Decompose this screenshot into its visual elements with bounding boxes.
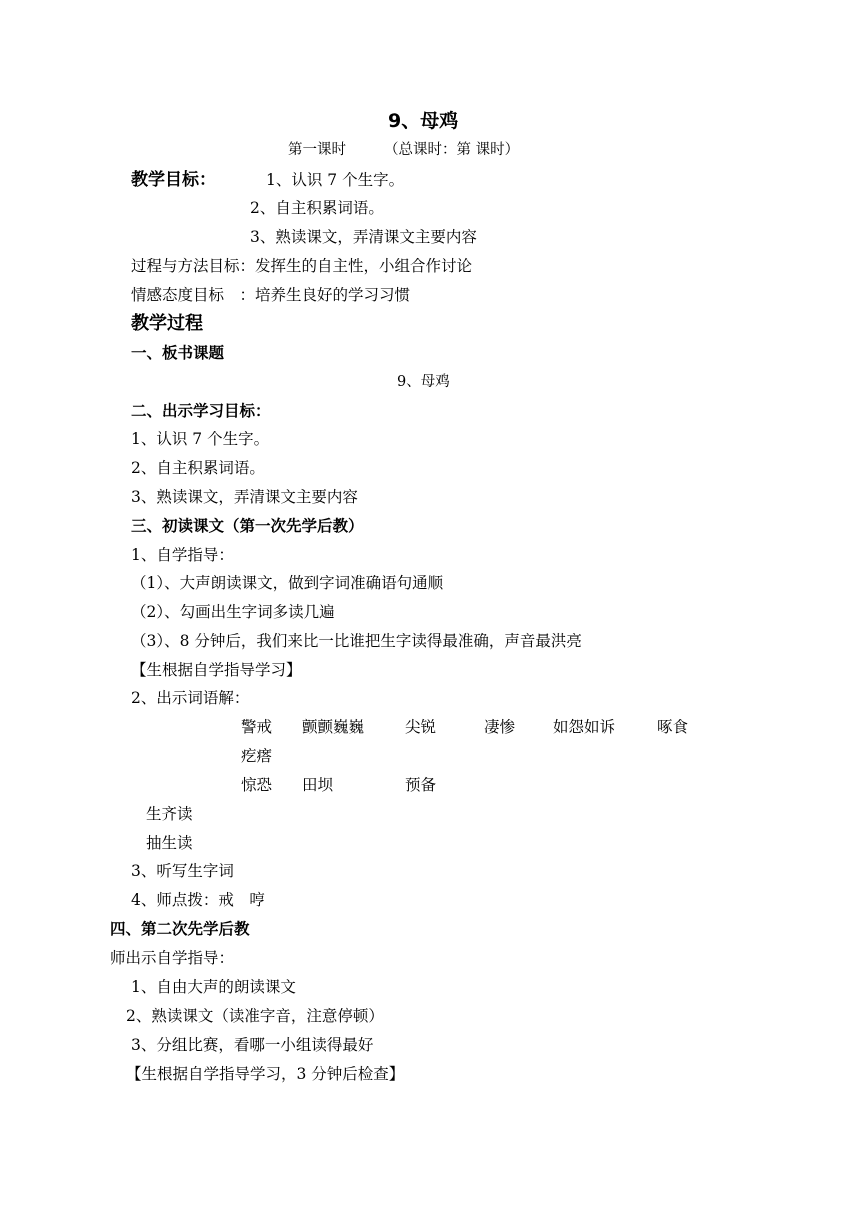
vocab-word: 田坝 (302, 776, 334, 794)
vocab-word: 颤颤巍巍 (302, 718, 365, 736)
vocab-word: 预备 (405, 776, 437, 794)
vocab-word: 惊恐 (241, 776, 273, 794)
vocab-word: 尖锐 (405, 718, 437, 736)
vocab-word: 凄惨 (484, 718, 516, 736)
guide-item-1: （1）、大声朗读课文，做到字词准确语句通顺 (131, 574, 444, 592)
section2-item-2: 2、自主积累词语。 (131, 459, 265, 477)
dictation: 3、听写生字词 (131, 862, 234, 880)
section2-item-1: 1、认识 7 个生字。 (131, 430, 270, 448)
objective-item-3: 3、熟读课文，弄清课文主要内容 (250, 228, 477, 246)
section3-heading: 三、初读课文（第一次先学后教） (131, 517, 364, 535)
objective-item-1: 1、认识 7 个生字。 (266, 171, 405, 189)
board-title: 9、母鸡 (397, 374, 450, 390)
vocab-word: 啄食 (657, 718, 689, 736)
guide-item-2: （2）、勾画出生字词多读几遍 (131, 603, 335, 621)
read-together: 生齐读 (146, 805, 193, 823)
emotion-goal: 情感态度目标 ：培养生良好的学习习惯 (131, 286, 411, 304)
lesson-period: 第一课时 (288, 142, 346, 158)
vocab-word: 如怨如诉 (553, 718, 616, 736)
bracket-note-1: 【生根据自学指导学习】 (131, 661, 302, 679)
read-individual: 抽生读 (146, 834, 193, 852)
section4-heading: 四、第二次先学后教 (110, 920, 250, 938)
vocab-word: 疙瘩 (241, 747, 273, 765)
objectives-heading: 教学目标： (131, 170, 216, 190)
section2-heading: 二、出示学习目标： (131, 402, 271, 420)
section4-item-2: 2、熟读课文（读准字音，注意停顿） (126, 1007, 384, 1025)
guide-item-3: （3）、8 分钟后，我们来比一比谁把生字读得最准确，声音最洪亮 (131, 632, 582, 650)
vocab-word: 警戒 (241, 718, 273, 736)
total-periods: （总课时：第 课时） (384, 142, 520, 158)
process-heading: 教学过程 (131, 313, 203, 334)
section4-item-1: 1、自由大声的朗读课文 (131, 978, 296, 996)
self-study-guide: 1、自学指导： (131, 546, 234, 564)
section4-intro: 师出示自学指导： (110, 949, 235, 967)
process-method-goal: 过程与方法目标：发挥生的自主性，小组合作讨论 (131, 257, 473, 275)
section1-heading: 一、板书课题 (131, 344, 225, 362)
objective-item-2: 2、自主积累词语。 (250, 199, 384, 217)
section4-item-3: 3、分组比赛，看哪一小组读得最好 (131, 1036, 374, 1054)
teacher-hint: 4、师点拨：戒 哼 (131, 891, 265, 909)
bracket-note-2: 【生根据自学指导学习，3 分钟后检查】 (126, 1065, 405, 1083)
section2-item-3: 3、熟读课文，弄清课文主要内容 (131, 488, 358, 506)
lesson-title: 9、母鸡 (388, 110, 459, 132)
words-heading: 2、出示词语解： (131, 689, 250, 707)
